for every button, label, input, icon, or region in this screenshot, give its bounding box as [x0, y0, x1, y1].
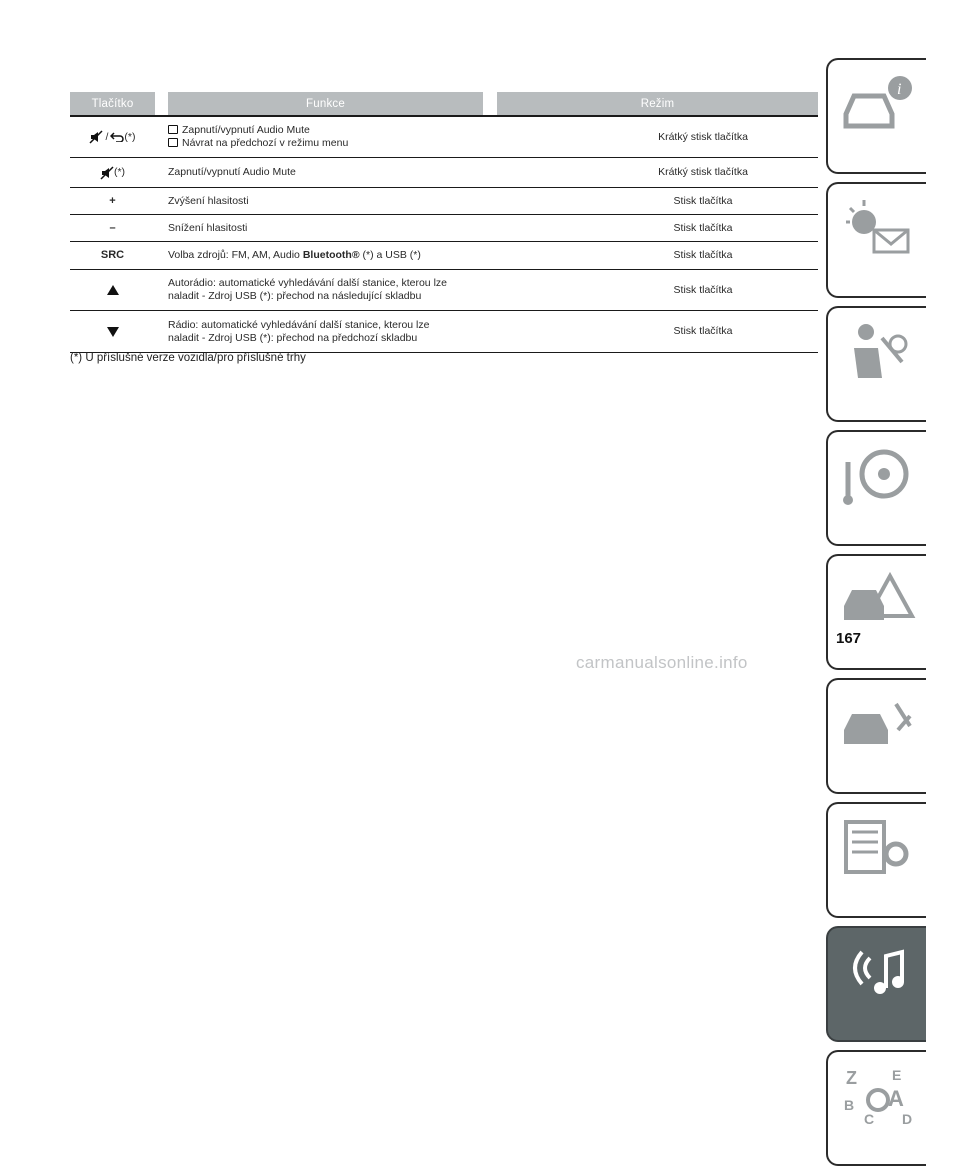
mute-icon	[89, 130, 103, 144]
mode-cell: Stisk tlačítka	[673, 249, 733, 261]
triangle-down-icon	[107, 327, 119, 337]
table-row	[70, 311, 818, 353]
header-function: Funkce	[168, 92, 483, 115]
seat-safety-icon	[840, 318, 916, 388]
function-text: Autorádio: automatické vyhledávání další stanice, kterou lze	[168, 277, 447, 289]
tab-driving[interactable]	[826, 430, 926, 546]
function-cell: Zapnutí/vypnutí Audio Mute	[168, 166, 296, 178]
function-text: Zapnutí/vypnutí Audio Mute	[182, 124, 310, 136]
function-text: naladit - Zdroj USB (*): přechod na předchozí skladbu	[168, 331, 418, 344]
mode-cell: Stisk tlačítka	[673, 221, 733, 234]
function-text: Rádio: automatické vyhledávání další stanice, kterou lze	[168, 318, 430, 331]
svg-text:C: C	[864, 1111, 875, 1127]
bullet-icon	[168, 138, 178, 147]
controls-table	[70, 92, 818, 353]
tab-emergency[interactable]	[826, 554, 926, 670]
mode-cell: Stisk tlačítka	[673, 194, 733, 207]
svg-text:B: B	[844, 1097, 855, 1113]
function-cell	[155, 277, 498, 303]
triangle-up-icon	[107, 285, 119, 295]
function-cell	[155, 319, 498, 345]
back-icon	[110, 132, 124, 142]
key-cell: SRC	[100, 249, 125, 261]
key-cell: +	[109, 194, 116, 207]
page-number: 167	[836, 630, 862, 647]
table-row	[70, 242, 818, 270]
table-row	[70, 270, 818, 311]
key-cell	[70, 285, 155, 295]
mode-cell: Krátký stisk tlačítka	[658, 130, 748, 143]
mode-cell: Stisk tlačítka	[673, 325, 733, 337]
key-label: (*)	[113, 166, 126, 178]
bullet-icon	[168, 125, 178, 134]
svg-text:A: A	[888, 1086, 904, 1111]
key-cell: / (*)	[70, 130, 155, 144]
function-text: Návrat na předchozí v režimu menu	[182, 137, 349, 149]
table-row	[70, 117, 818, 158]
index-az-icon	[840, 1062, 916, 1132]
svg-text:Z: Z	[846, 1068, 857, 1088]
mode-cell: Stisk tlačítka	[673, 283, 733, 296]
tab-car-info[interactable]	[826, 58, 926, 174]
key-cell	[70, 327, 155, 337]
bluetooth-label: Bluetooth®	[302, 249, 360, 261]
table-header	[70, 92, 818, 115]
tab-multimedia[interactable]	[826, 926, 926, 1042]
chapter-tabs	[826, 58, 928, 1174]
svg-text:i: i	[897, 81, 902, 98]
specs-gear-icon	[840, 814, 916, 884]
warning-lights-icon	[840, 194, 916, 264]
function-cell	[155, 249, 498, 262]
header-mode: Režim	[497, 92, 818, 115]
tab-specs[interactable]	[826, 802, 926, 918]
tab-warning-lights[interactable]	[826, 182, 926, 298]
svg-text:E: E	[892, 1067, 902, 1083]
mute-icon	[100, 166, 114, 180]
function-text: (*) a USB (*)	[359, 249, 421, 261]
function-cell: Zvýšení hlasitosti	[168, 194, 249, 207]
footnote: (*) U příslušné verze vozidla/pro příslušné trhy	[70, 352, 306, 364]
function-text: naladit - Zdroj USB (*): přechod na následující skladbu	[168, 290, 422, 302]
header-button: Tlačítko	[70, 92, 155, 115]
svg-text:D: D	[902, 1111, 913, 1127]
function-text: Volba zdrojů: FM, AM, Audio	[168, 249, 303, 261]
tab-index[interactable]	[826, 1050, 926, 1166]
mode-cell: Krátký stisk tlačítka	[658, 166, 748, 178]
car-service-icon	[840, 690, 916, 760]
tab-seat-safety[interactable]	[826, 306, 926, 422]
table-row	[70, 215, 818, 242]
table-row	[70, 158, 818, 188]
key-cell: –	[109, 221, 116, 234]
steering-wheel-icon	[840, 442, 916, 512]
multimedia-icon	[840, 938, 916, 1008]
tab-service[interactable]	[826, 678, 926, 794]
key-cell	[70, 166, 155, 180]
function-cell: Snížení hlasitosti	[168, 221, 248, 234]
watermark[interactable]: carmanualsonline.info	[576, 653, 748, 672]
car-accident-icon	[840, 566, 916, 636]
car-info-icon	[840, 70, 916, 140]
table-row	[70, 188, 818, 215]
function-cell	[155, 124, 498, 150]
